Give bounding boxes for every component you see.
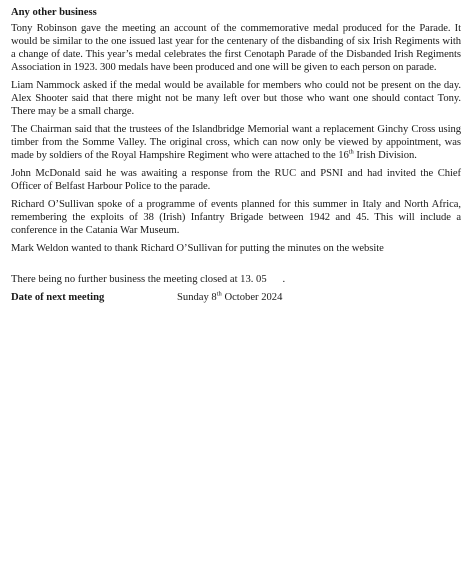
paragraph-medal: Tony Robinson gave the meeting an account of the commemorative medal produced for the Parade. It would be similar to the one issued last year for the centenary of the disbanding of six Irish Regiments with a change of date. This year’s medal celebrates the first Cenotaph Parade of the Disbanded Irish Regiments Association in 1923. 300 medals have been produced and one will be given to each person on parade. <box>11 23 461 73</box>
next-meeting-label: Date of next meeting <box>11 292 105 303</box>
minutes-page <box>11 6 461 304</box>
next-meeting-date <box>177 291 282 304</box>
paragraph-minutes-thanks: Mark Weldon wanted to thank Richard O’Sullivan for putting the minutes on the website <box>11 243 384 254</box>
paragraph-ginchy-cross-main: The Chairman said that the trustees of the Islandbridge Memorial want a replacement Ginchy Cross using timber from the Somme Valley. The original cross, which can now only be viewed by appointment, was made by soldiers of the Royal Hampshire Regiment who were attached to the 16 <box>11 124 461 161</box>
paragraph-medal-availability: Liam Nammock asked if the medal would be available for members who could not be present on the day. Alex Shooter said that there might not be many left over but those who want one should contact Tony. There may be a small charge. <box>11 80 461 117</box>
section-heading: Any other business <box>11 7 97 18</box>
ordinal-suffix: th <box>348 148 354 156</box>
paragraph-ginchy-cross <box>11 123 461 162</box>
paragraph-programme-events: Richard O’Sullivan spoke of a programme of events planned for this summer in Italy and North Africa, remembering the exploits of 38 (Irish) Infantry Brigade between 1942 and 45. This will include a conference in the Catania War Museum. <box>11 199 461 236</box>
paragraph-ginchy-cross-tail: Irish Division. <box>353 150 417 161</box>
next-meeting-date-prefix: Sunday 8 <box>177 292 217 303</box>
next-meeting-date-suffix: October 2024 <box>221 292 283 303</box>
paragraph-ruc-psni: John McDonald said he was awaiting a response from the RUC and PSNI and had invited the Chief Officer of Belfast Harbour Police to the parade. <box>11 168 461 192</box>
vertical-spacer <box>11 260 461 273</box>
closing-statement: There being no further business the meeting closed at 13. 05 . <box>11 274 286 285</box>
next-meeting-row <box>11 291 461 304</box>
next-meeting-date-ordinal: th <box>216 290 222 298</box>
